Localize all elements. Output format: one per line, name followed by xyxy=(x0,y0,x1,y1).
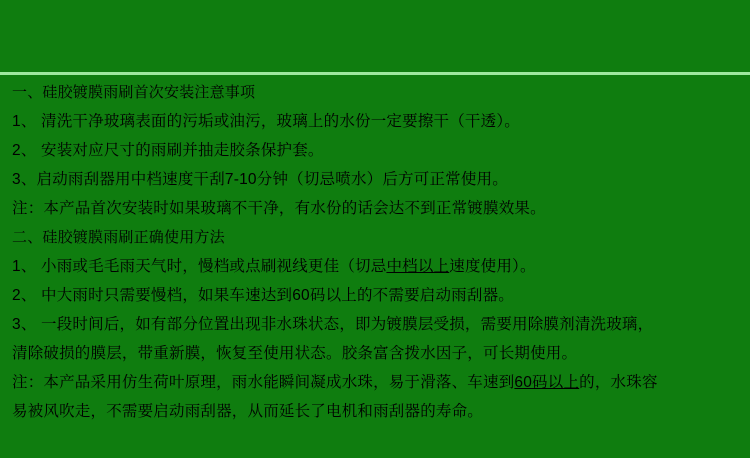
section2-item-1 xyxy=(12,252,738,281)
section2-note-line-1: 注：本产品采用仿生荷叶原理，雨水能瞬间凝成水珠，易于滑落、车速到60码以上的，水珠容 xyxy=(12,374,658,391)
section1-item-3: 3、启动雨刮器用中档速度干刮7-10分钟（切忌喷水）后方可正常使用。 xyxy=(12,171,508,188)
section-heading-1: 一、硅胶镀膜雨刷首次安装注意事项 xyxy=(12,84,256,101)
top-green-band xyxy=(0,0,750,72)
underlined-text: 60码以上 xyxy=(514,374,580,391)
section2-item-2 xyxy=(12,281,738,310)
section2-item-1-text: 1、 小雨或毛毛雨天气时，慢档或点刷视线更佳（切忌中档以上速度使用）。 xyxy=(12,258,536,275)
section-heading-2: 二、硅胶镀膜雨刷正确使用方法 xyxy=(12,229,225,246)
section2-item-3-line-2: 清除破损的膜层，带重新膜，恢复至使用状态。胶条富含拨水因子，可长期使用。 xyxy=(12,345,578,362)
underlined-text: 中档以上 xyxy=(386,258,450,275)
header-divider xyxy=(0,72,750,75)
section1-note: 注：本产品首次安装时如果玻璃不干净，有水份的话会达不到正常镀膜效果。 xyxy=(12,200,546,217)
section2-note-line-2: 易被风吹走，不需要启动雨刮器，从而延长了电机和雨刮器的寿命。 xyxy=(12,403,484,420)
document-body xyxy=(0,78,750,426)
section2-item-3-line-1: 3、 一段时间后，如有部分位置出现非水珠状态，即为镀膜层受损，需要用除膜剂清洗玻璃， xyxy=(12,316,654,333)
section2-item-2-text: 2、 中大雨时只需要慢档，如果车速达到60码以上的不需要启动雨刮器。 xyxy=(12,287,514,304)
section1-item-1: 1、 清洗干净玻璃表面的污垢或油污，玻璃上的水份一定要擦干（干透）。 xyxy=(12,113,520,130)
section1-item-2: 2、 安装对应尺寸的雨刷并抽走胶条保护套。 xyxy=(12,142,324,159)
